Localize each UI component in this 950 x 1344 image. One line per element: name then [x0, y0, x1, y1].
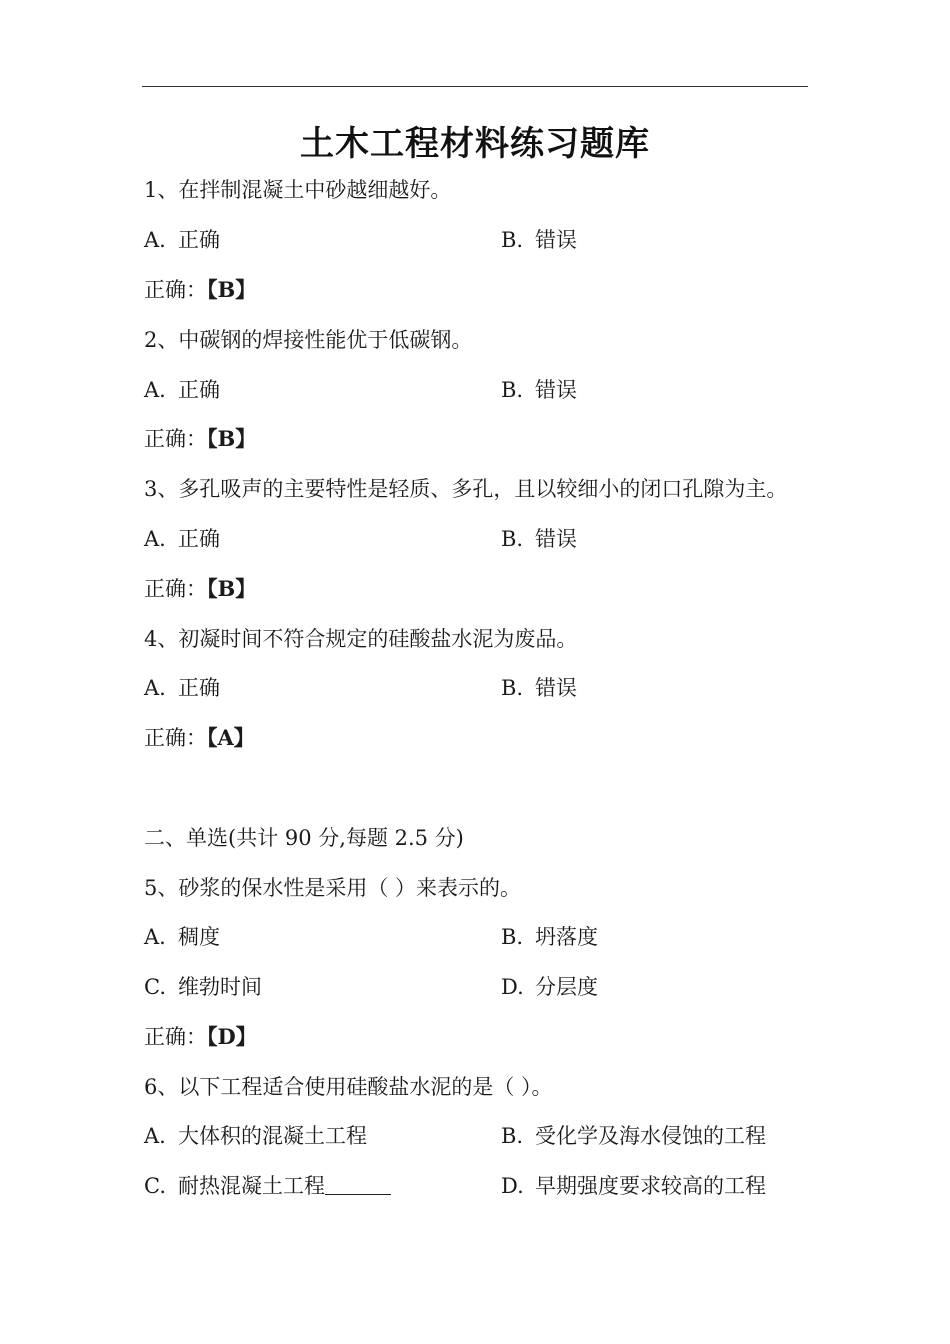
option-text: 正确: [178, 676, 220, 700]
option-letter: A.: [144, 676, 166, 700]
option-letter: B.: [501, 676, 524, 700]
option-letter: A.: [144, 527, 166, 551]
option-letter: C.: [144, 975, 166, 999]
answer-prefix: 正确：: [144, 577, 207, 601]
option-text: 大体积的混凝土工程: [178, 1124, 367, 1148]
answer-prefix: 正确：: [144, 427, 207, 451]
q5-option-b: [501, 923, 598, 951]
option-text: 错误: [535, 228, 577, 252]
option-text: 维勃时间: [178, 975, 262, 999]
option-text: 正确: [178, 527, 220, 551]
option-letter: A.: [144, 228, 166, 252]
q5-option-c: [144, 973, 262, 1001]
section-header-single-choice: 二、单选(共计 90 分,每题 2.5 分): [144, 826, 464, 850]
answer-prefix: 正确：: [144, 726, 207, 750]
fill-in-blank-underline: [325, 1174, 391, 1195]
option-text: 早期强度要求较高的工程: [535, 1174, 766, 1198]
q3-answer: [144, 575, 256, 603]
question-3: 3、多孔吸声的主要特性是轻质、多孔，且以较细小的闭口孔隙为主。: [144, 477, 788, 501]
option-text: 正确: [178, 228, 220, 252]
q1-option-a: [144, 226, 220, 254]
q5-option-d: [501, 973, 598, 1001]
q1-answer: [144, 276, 256, 304]
q5-answer: [144, 1023, 257, 1051]
answer-value: 【B】: [207, 426, 257, 451]
option-letter: D.: [501, 1174, 524, 1198]
q3-option-b: [501, 525, 577, 553]
option-letter: D.: [501, 975, 524, 999]
option-letter: B.: [501, 228, 524, 252]
header-rule: [142, 86, 808, 87]
question-4: 4、初凝时间不符合规定的硅酸盐水泥为废品。: [144, 627, 578, 651]
option-letter: B.: [501, 1124, 524, 1148]
option-text: 稠度: [178, 925, 220, 949]
option-text: 正确: [178, 378, 220, 402]
answer-value: 【B】: [207, 277, 257, 302]
option-text: 耐热混凝土工程: [178, 1174, 325, 1198]
answer-prefix: 正确：: [144, 278, 207, 302]
q2-answer: [144, 425, 256, 453]
option-text: 错误: [535, 676, 577, 700]
answer-value: 【A】: [207, 725, 255, 750]
q1-option-b: [501, 226, 577, 254]
q3-option-a: [144, 525, 220, 553]
q5-option-a: [144, 923, 220, 951]
option-text: 分层度: [535, 975, 598, 999]
answer-value: 【B】: [207, 576, 257, 601]
q6-option-d: [501, 1172, 766, 1200]
question-2: 2、中碳钢的焊接性能优于低碳钢。: [144, 328, 473, 352]
option-text: 错误: [535, 527, 577, 551]
q6-option-c: [144, 1172, 391, 1200]
option-letter: B.: [501, 378, 524, 402]
q4-option-a: [144, 674, 220, 702]
option-letter: A.: [144, 378, 166, 402]
option-text: 错误: [535, 378, 577, 402]
answer-prefix: 正确：: [144, 1025, 207, 1049]
document-title: 土木工程材料练习题库: [300, 124, 650, 164]
answer-value: 【D】: [207, 1024, 257, 1049]
option-letter: A.: [144, 925, 166, 949]
question-5: 5、砂浆的保水性是采用（ ）来表示的。: [144, 876, 522, 900]
option-letter: B.: [501, 527, 524, 551]
q6-option-b: [501, 1122, 766, 1150]
question-6: 6、以下工程适合使用硅酸盐水泥的是（ ）。: [144, 1075, 553, 1099]
q4-answer: [144, 724, 255, 752]
option-letter: B.: [501, 925, 524, 949]
q2-option-a: [144, 376, 220, 404]
option-text: 受化学及海水侵蚀的工程: [535, 1124, 766, 1148]
option-letter: C.: [144, 1174, 166, 1198]
option-text: 坍落度: [535, 925, 598, 949]
q2-option-b: [501, 376, 577, 404]
question-1: 1、在拌制混凝土中砂越细越好。: [144, 178, 452, 202]
option-letter: A.: [144, 1124, 166, 1148]
q4-option-b: [501, 674, 577, 702]
q6-option-a: [144, 1122, 367, 1150]
